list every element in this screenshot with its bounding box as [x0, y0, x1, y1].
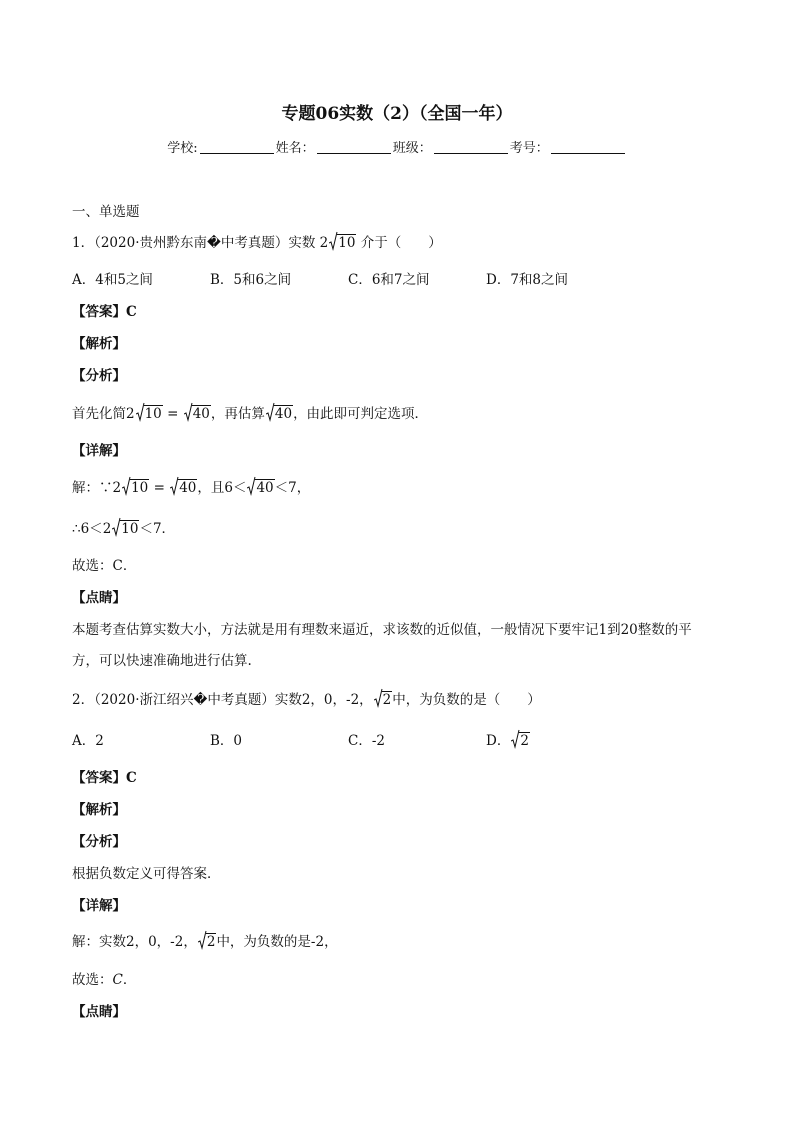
sqrt-symbol: 40 — [266, 404, 293, 424]
q2-detail-heading: 【详解】 — [72, 898, 126, 914]
q1-therefore: ∴6＜2 10＜7． — [72, 519, 175, 539]
q1-stem — [72, 233, 442, 253]
q2-option-a: A．2 — [72, 733, 104, 749]
section-title: 一、单选题 — [72, 204, 140, 220]
q1-comment-heading: 【点睛】 — [72, 590, 126, 606]
q1-analysis-heading: 【解析】 — [72, 336, 126, 352]
q1-fenxi-text: 首先化简2 10 = 40，再估算 40，由此即可判定选项． — [72, 404, 428, 424]
q1-option-a: A．4和5之间 — [72, 272, 153, 288]
sqrt-symbol: 10 — [112, 519, 139, 539]
name-label: 姓名： — [275, 141, 315, 156]
q1-option-c: C．6和7之间 — [348, 272, 430, 288]
q1-comment-line-2: 方，可以快速准确地进行估算. — [72, 653, 252, 669]
sqrt-symbol: 10 — [136, 404, 163, 424]
q2-fenxi-text: 根据负数定义可得答案． — [72, 866, 221, 882]
class-blank — [434, 139, 508, 154]
sqrt-symbol: 2 — [374, 690, 393, 710]
q1-option-b: B．5和6之间 — [210, 272, 292, 288]
q2-option-b: B．0 — [210, 733, 243, 749]
q2-stem: 2．（2020·浙江绍兴�中考真题）实数2，0，-2， 2中，为负数的是（ ） — [72, 690, 541, 710]
student-info-line — [0, 139, 794, 159]
name-blank — [317, 139, 391, 154]
q1-answer: 【答案】C — [72, 304, 137, 320]
sqrt-symbol: 10 — [122, 478, 149, 498]
school-label: 学校: — [167, 141, 198, 156]
q2-comment-heading: 【点睛】 — [72, 1004, 126, 1020]
q1-prefix: 1．（2020·贵州黔东南�中考真题）实数 — [72, 235, 316, 251]
q2-option-c: C．-2 — [348, 733, 385, 749]
q1-suffix: 介于（ ） — [360, 235, 442, 251]
q2-answer: 【答案】C — [72, 770, 137, 786]
q1-detail-heading: 【详解】 — [72, 443, 126, 459]
q2-fenxi-heading: 【分析】 — [72, 834, 126, 850]
q2-choose: 故选：C． — [72, 972, 137, 988]
q2-analysis-heading: 【解析】 — [72, 802, 126, 818]
class-label: 班级： — [392, 141, 432, 156]
q1-detail-text: 解：∵2 10 = 40，且6＜ 40＜7， — [72, 478, 310, 498]
sqrt-symbol: 10 — [329, 233, 356, 253]
q2-option-d: D． 2 — [486, 731, 530, 751]
exam-no-blank — [551, 139, 625, 154]
q1-option-d: D．7和8之间 — [486, 272, 569, 288]
school-blank — [200, 139, 274, 154]
q1-coef: 2 — [319, 235, 329, 251]
q1-choose: 故选：C． — [72, 558, 137, 574]
sqrt-symbol: 40 — [247, 478, 274, 498]
document-title: 专题06实数（2）（全国一年） — [281, 104, 513, 124]
q1-comment-line-1: 本题考查估算实数大小，方法就是用有理数来逼近，求该数的近似值，一般情况下要牢记1到20整数的平 — [72, 622, 692, 638]
sqrt-symbol: 2 — [198, 932, 217, 952]
exam-no-label: 考号： — [509, 141, 549, 156]
q1-fenxi-heading: 【分析】 — [72, 368, 126, 384]
sqrt-symbol: 2 — [511, 731, 530, 751]
sqrt-symbol: 40 — [184, 404, 211, 424]
sqrt-symbol: 40 — [170, 478, 197, 498]
q2-detail-text: 解：实数2，0，-2， 2中，为负数的是-2， — [72, 932, 338, 952]
